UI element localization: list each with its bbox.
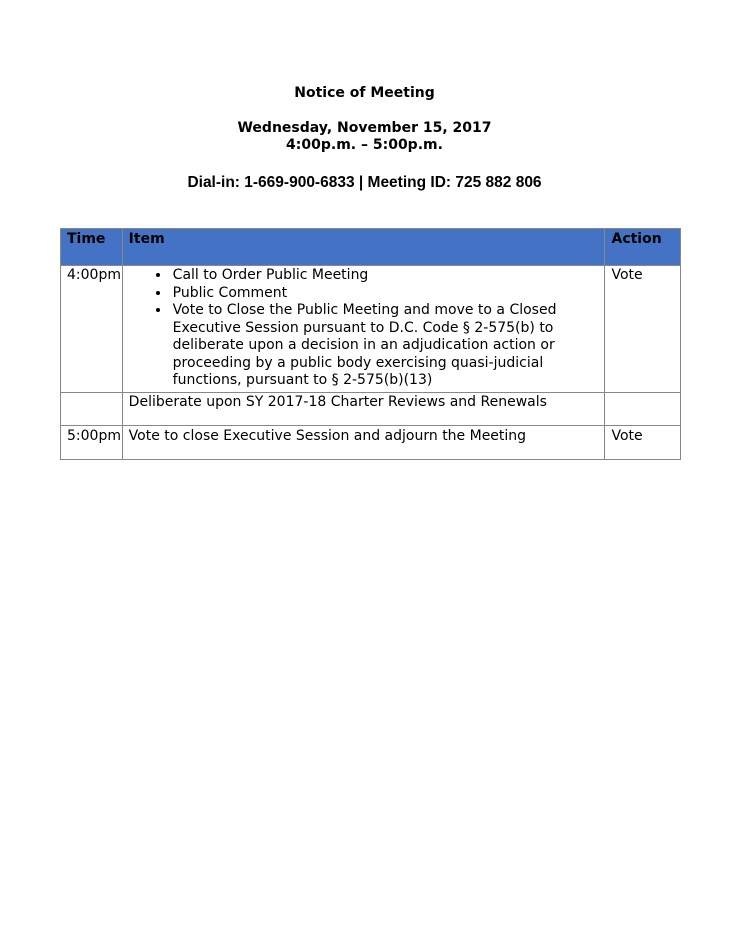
row-time: 4:00pm — [61, 266, 123, 393]
table-row — [61, 392, 681, 425]
header-item: Item — [122, 229, 605, 266]
header-action: Action — [605, 229, 681, 266]
row-time: 5:00pm — [61, 425, 123, 459]
agenda-table — [60, 228, 681, 460]
list-item: • Call to Order Public Meeting — [171, 267, 599, 285]
row-action — [605, 392, 681, 425]
row-item: Deliberate upon SY 2017-18 Charter Reviews and Renewals — [122, 392, 605, 425]
list-item: • Vote to Close the Public Meeting and move to a Closed Executive Session pursuant to D.C. Code § 2-575(b) to deliberate upon a decision in an adjudication action or proceeding by a public body exercising quasi-judicial functions, pursuant to § 2-575(b)(13) — [171, 302, 599, 390]
notice-title: Notice of Meeting — [294, 85, 435, 101]
meeting-date: Wednesday, November 15, 2017 — [237, 120, 492, 136]
table-header-row — [61, 229, 681, 266]
table-row — [61, 425, 681, 459]
row-items — [122, 266, 605, 393]
row-action: Vote — [605, 266, 681, 393]
agenda-item-list — [129, 267, 599, 390]
row-item: Vote to close Executive Session and adjourn the Meeting — [122, 425, 605, 459]
dial-in-info: Dial-in: 1-669-900-6833 | Meeting ID: 725 882 806 — [187, 174, 542, 191]
list-item: • Public Comment — [171, 285, 599, 303]
row-time — [61, 392, 123, 425]
table-row — [61, 266, 681, 393]
meeting-time: 4:00p.m. – 5:00p.m. — [286, 137, 443, 153]
header-time: Time — [61, 229, 123, 266]
row-action: Vote — [605, 425, 681, 459]
